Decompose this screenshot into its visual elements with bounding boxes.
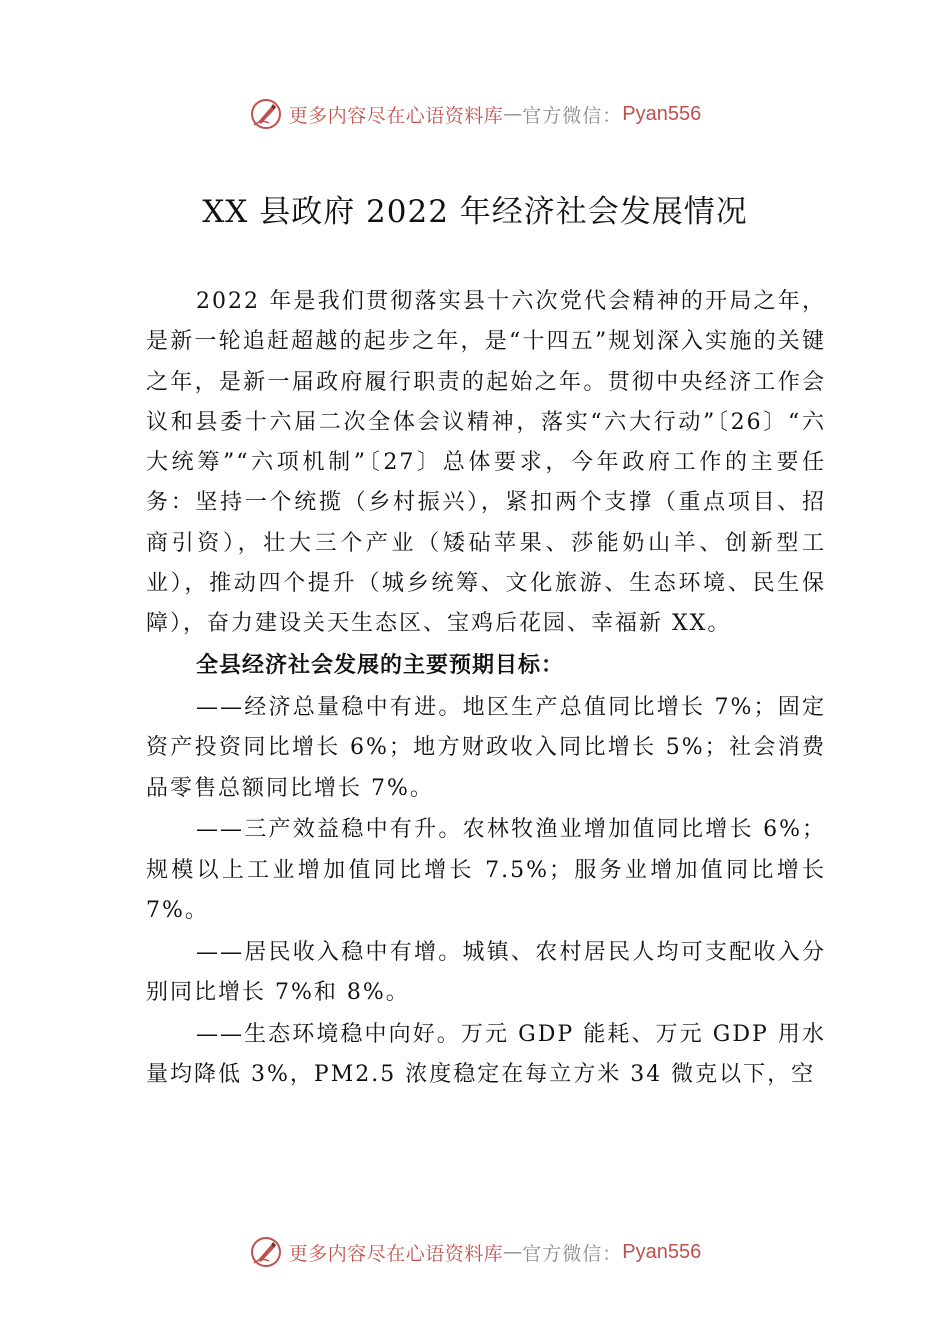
goal-income-paragraph: ——居民收入稳中有增。城镇、农村居民人均可支配收入分别同比增长 7%和 8%。 (146, 939, 826, 1006)
watermark-text: 更多内容尽在心语资料库 (288, 104, 504, 127)
header-watermark (0, 94, 950, 134)
watermark-wechat-id: Pyan556 (622, 1240, 702, 1263)
watermark-wechat-id: Pyan556 (622, 102, 702, 125)
watermark-separator: — (503, 1241, 523, 1263)
document-title: XX 县政府 2022 年经济社会发展情况 (202, 194, 748, 230)
watermark-wechat-label: 官方微信： (522, 1242, 623, 1265)
goals-heading: 全县经济社会发展的主要预期目标： (196, 653, 565, 679)
document-body (146, 282, 826, 1097)
goal-economy-paragraph: ——经济总量稳中有进。地区生产总值同比增长 7%；固定资产投资同比增长 6%；地方财政收入同比增长 5%；社会消费品零售总额同比增长 7%。 (146, 694, 826, 801)
goal-industry-paragraph: ——三产效益稳中有升。农林牧渔业增加值同比增长 6%；规模以上工业增加值同比增长 7.5%；服务业增加值同比增长 7%。 (146, 817, 826, 923)
footer-watermark (0, 1232, 950, 1272)
watermark-separator: — (503, 103, 523, 125)
intro-paragraph: 2022 年是我们贯彻落实县十六次党代会精神的开局之年，是新一轮追赶超越的起步之年，是“十四五”规划深入实施的关键之年，是新一届政府履行职责的起始之年。贯彻中央经济工作会议和县委十六届二次全体会议精神，落实“六大行动”〔26〕“六大统筹”“六项机制”〔27〕总体要求，今年政府工作的主要任务：坚持一个统揽（乡村振兴），紧扣两个支撑（重点项目、招商引资），壮大三个产业（矮砧苹果、莎能奶山羊、创新型工业），推动四个提升（城乡统筹、文化旅游、生态环境、民生保障），奋力建设关天生态区、宝鸡后花园、幸福新 XX。 (146, 289, 826, 637)
pen-seal-logo-icon (249, 97, 283, 131)
pen-seal-logo-icon (249, 1235, 283, 1269)
watermark-wechat-label: 官方微信： (522, 104, 623, 127)
watermark-text: 更多内容尽在心语资料库 (288, 1242, 504, 1265)
goal-environment-paragraph: ——生态环境稳中向好。万元 GDP 能耗、万元 GDP 用水量均降低 3%，PM2.5 浓度稳定在每立方米 34 微克以下，空 (146, 1021, 826, 1088)
